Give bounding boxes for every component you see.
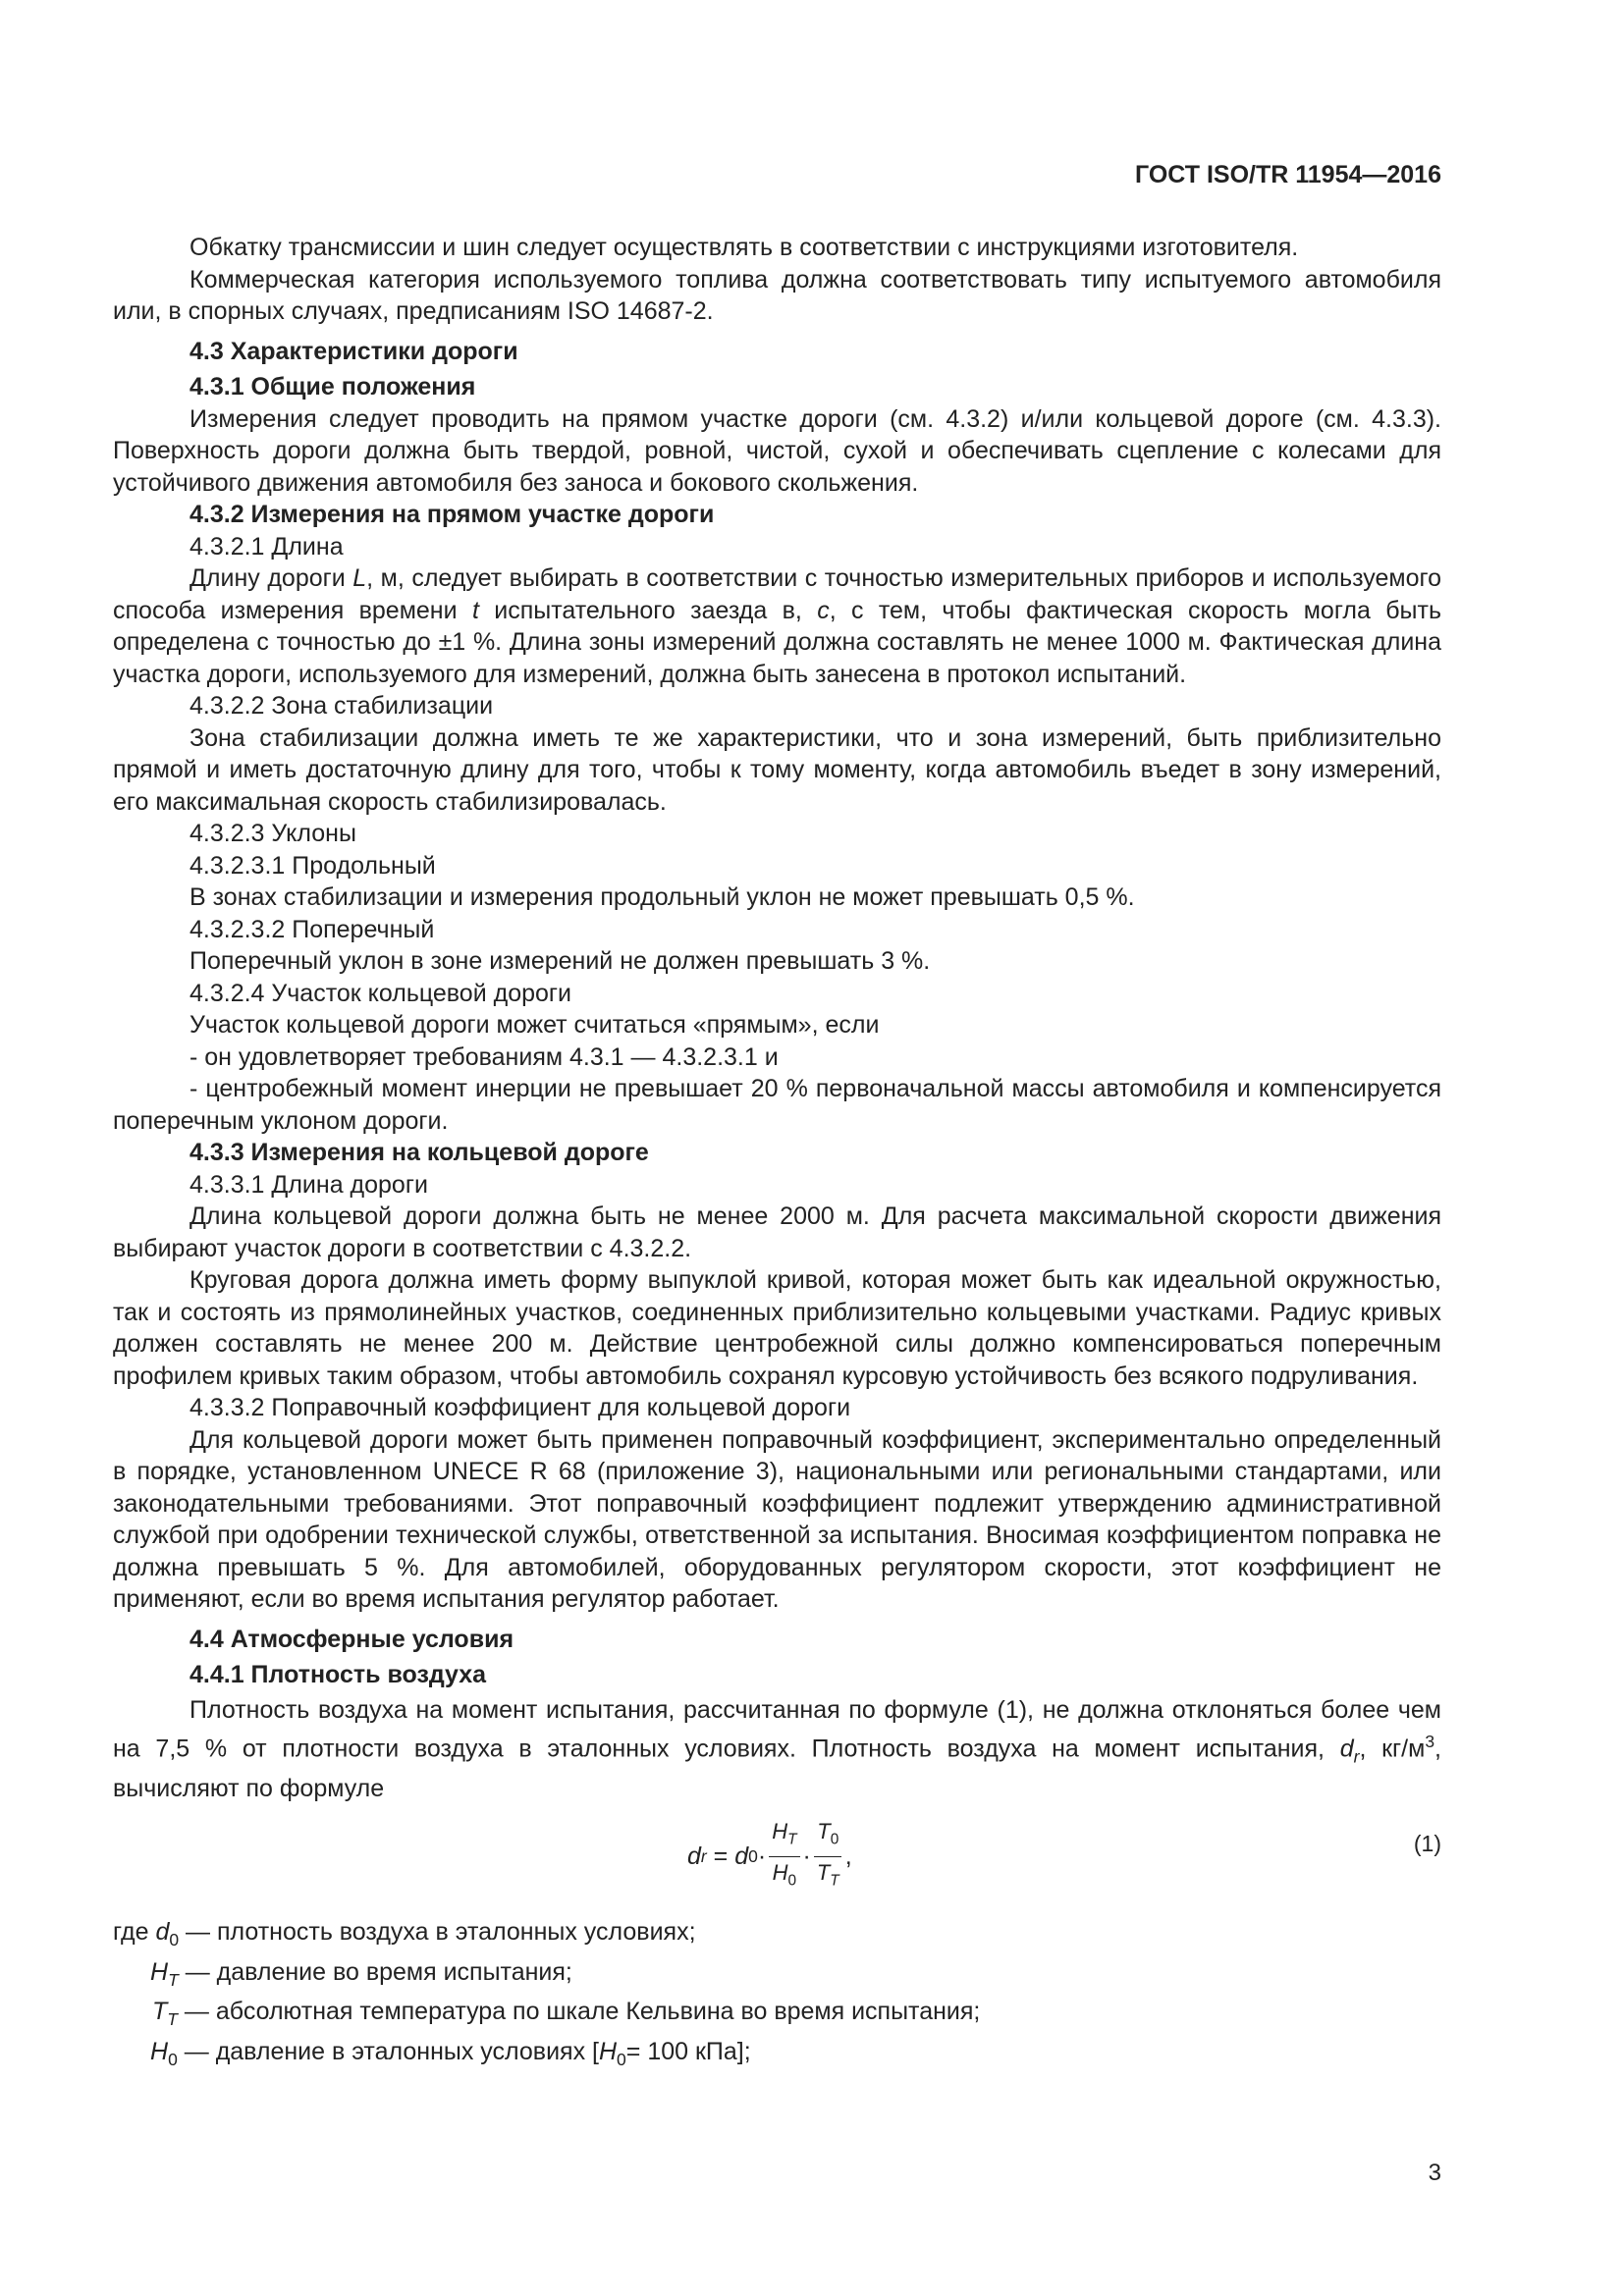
definition-item: где $d_0$ — плотность воздуха в эталонных условиях;	[113, 1918, 696, 1950]
paragraph: Измерения следует проводить на прямом участке дороги (см. 4.3.2) и/или кольцевой дороге (см. 4.3.3). Поверхность дороги должна быть твердой, ровной, чистой, сухой и обеспечивать сцепление с колесами для устойчивого движения автомобиля без заноса и бокового скольжения.	[113, 404, 1441, 497]
formula-block	[113, 1812, 1441, 1902]
definition-item: $H_T$ — давление во время испытания;	[150, 1957, 572, 1990]
subsection-heading: 4.4.1 Плотность воздуха	[189, 1661, 487, 1688]
clause-title: 4.3.2.4 Участок кольцевой дороги	[189, 979, 571, 1007]
paragraph: Поперечный уклон в зоне измерений не должен превышать 3 %.	[189, 947, 931, 975]
paragraph: Круговая дорога должна иметь форму выпуклой кривой, которая может быть как идеальной окружностью, так и состоять из прямолинейных участков, соединенных приблизительно кольцевыми участками. Радиус кривых должен составлять не менее 200 м. Действие центробежной силы должно компенсироваться поперечным профилем кривых таким образом, чтобы автомобиль сохранял курсовую устойчивость без всякого подруливания.	[113, 1266, 1441, 1390]
section-heading: 4.4 Атмосферные условия	[189, 1625, 514, 1653]
section-heading: 4.3 Характеристики дороги	[189, 337, 518, 365]
subsection-heading: 4.3.2 Измерения на прямом участке дороги	[189, 501, 715, 528]
subsection-heading: 4.3.1 Общие положения	[189, 373, 476, 400]
paragraph: Для кольцевой дороги может быть применен поправочный коэффициент, экспериментально определенный в порядке, установленном UNECE R 68 (приложение 3), национальными или региональными стандартами, или законодательными требованиями. Этот поправочный коэффициент подлежит утверждению административной службой при одобрении технической службы, ответственной за испытания. Вносимая коэффициентом поправка не должна превышать 5 %. Для автомобилей, оборудованных регулятором скорости, этот коэффициент не применяют, если во время испытания регулятор работает.	[113, 1425, 1441, 1613]
clause-title: 4.3.2.3.2 Поперечный	[189, 915, 435, 943]
clause-title: 4.3.2.3 Уклоны	[189, 820, 356, 847]
clause-title: 4.3.2.3.1 Продольный	[189, 851, 436, 880]
list-item: - центробежный момент инерции не превышает 20 % первоначальной массы автомобиля и компенсируется поперечным уклоном дороги.	[113, 1075, 1441, 1135]
standard-header: ГОСТ ISO/TR 11954—2016	[1135, 161, 1441, 188]
paragraph: Длина кольцевой дороги должна быть не менее 2000 м. Для расчета максимальной скорости движения выбирают участок дороги в соответствии с 4.3.2.2.	[113, 1202, 1441, 1262]
definition-item: $T_T$ — абсолютная температура по шкале Кельвина во время испытания;	[152, 1998, 981, 2030]
list-item: - он удовлетворяет требованиям 4.3.1 — 4.3.2.3.1 и	[189, 1042, 779, 1071]
paragraph: Участок кольцевой дороги может считаться «прямым», если	[189, 1011, 880, 1039]
clause-title: 4.3.3.2 Поправочный коэффициент для кольцевой дороги	[189, 1394, 851, 1421]
clause-title: 4.3.2.1 Длина	[189, 532, 344, 561]
clause-title: 4.3.2.2 Зона стабилизации	[189, 692, 494, 720]
fraction-temperature: $\frac{T_0}{T_T}$	[814, 1816, 842, 1897]
paragraph: Плотность воздуха на момент испытания, рассчитанная по формуле (1), не должна отклоняться более чем на 7,5 % от плотности воздуха в эталонных условиях. Плотность воздуха на момент испытания, $d_r$, $кг/м^3$, вычисляют по формуле	[113, 1695, 1441, 1802]
document-body	[113, 232, 1441, 2075]
paragraph: Обкатку трансмиссии и шин следует осуществлять в соответствии с инструкциями изготовителя.	[189, 234, 1299, 261]
definition-item: $H_0$ — давление в эталонных условиях [$H_0= 100$ кПа];	[150, 2037, 751, 2069]
subsection-heading: 4.3.3 Измерения на кольцевой дороге	[189, 1139, 649, 1166]
equation-number: (1)	[1413, 1831, 1441, 1857]
paragraph: Длину дороги L, м, следует выбирать в соответствии с точностью измерительных приборов и используемого способа измерения времени t испытательного заезда в, c, с тем, чтобы фактическая скорость могла быть определена с точностью до ±1 %. Длина зоны измерений должна составлять не менее 1000 м. Фактическая длина участка дороги, используемого для измерений, должна быть занесена в протокол испытаний.	[113, 564, 1442, 688]
air-density-formula: d r = d 0 · $\frac{H_T}{H_0}$ · $\frac{T_0}{T_T}$ ,	[687, 1816, 852, 1897]
paragraph: Зона стабилизации должна иметь те же характеристики, что и зона измерений, быть приблизительно прямой и иметь достаточную длину для того, чтобы к тому моменту, когда автомобиль въедет в зону измерений, его максимальная скорость стабилизировалась.	[113, 723, 1441, 816]
paragraph: В зонах стабилизации и измерения продольный уклон не может превышать 0,5 %.	[189, 883, 1135, 911]
page-number: 3	[1428, 2160, 1441, 2186]
clause-title: 4.3.3.1 Длина дороги	[189, 1170, 428, 1199]
fraction-pressure: $\frac{H_T}{H_0}$	[769, 1816, 799, 1897]
paragraph: Коммерческая категория используемого топлива должна соответствовать типу испытуемого автомобиля или, в спорных случаях, предписаниям ISO 14687-2.	[113, 265, 1441, 325]
